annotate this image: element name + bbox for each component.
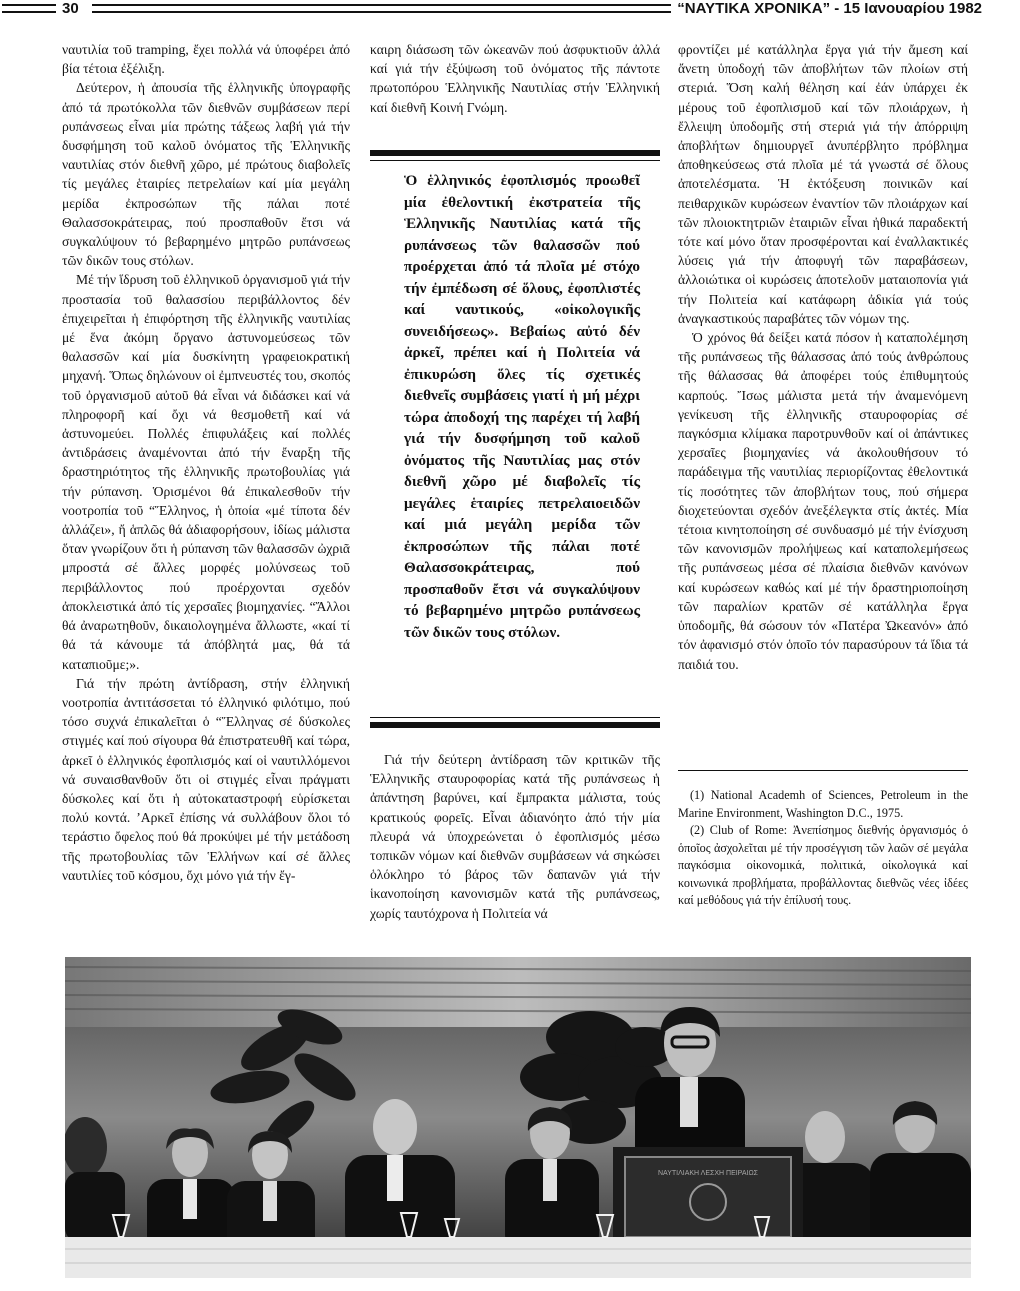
article-column-3 <box>678 40 968 674</box>
paragraph: Ὁ χρόνος θά δείξει κατά πόσον ἡ καταπολέμηση τῆς ρυπάνσεως τῆς θάλασσας ἀπό τούς ἀνθρώπους τῆς θάλασσας θά ἀποφέρει τούς ἐπιθυμητούς καρπούς. Ἴσως μάλιστα μετά τήν ἀναμενόμενη γενίκευση τῆς ἑλληνικῆς σταυροφορίας σέ παγκόσμια κλίμακα παροτρυνθοῦν καί οἱ ἀπάντικες χερσαῖες βιομηχανίες νά ἀκολουθήσουν τό παράδειγμα τῆς ναυτιλίας περιορίζοντας ἐθελοντικά τίς ποσότητες τῶν ἀποβλήτων τους, πού σήμερα διοχετεύονται σχεδόν ἀνεξέλεγκτα στίς ἀκτές. Μία τέτοια κινητοποίηση σέ συνδυασμό μέ τήν ἐνίσχυση τῶν κανονισμῶν προλήψεως καί καταπολεμήσεως τῆς ρυπάνσεως μέσα σέ πλαίσια διεθνῶν κανόνων καί κυρώσεων καθώς καί μέ τήν δραστηριοποίηση τῶν παραλίων κρατῶν σέ κατάλληλα ἔργα ὑποδομῆς, θά σώσουν τόν «Πατέρα Ὠκεανόν» ἀπό τόν ἀφανισμό στόν ὁποῖο τόν παρασύρουν τά ἴδια τά παιδιά του. <box>678 330 968 672</box>
paragraph: Γιά τήν δεύτερη ἀντίδραση τῶν κριτικῶν τῆς Ἑλληνικῆς σταυροφορίας κατά τῆς ρυπάνσεως ἡ ἀπάντηση βαρύνει, καί ἔμπρακτα μάλιστα, τούς κρατικούς φορεῖς. Εἶναι ἀδιανόητο ἀπό τήν μία πλευρά νά ὑποχρεώνεται ὁ ἐφοπλισμός μέσω τοπικῶν νόμων καί διεθνῶν συμβάσεων νά σηκώσει ὁλόκληρο τό βάρος τῶν δαπανῶν γιά τήν ἱκανοποίηση κανονισμῶν κατά τῆς ρυπάνσεως, χωρίς ταυτόχρονα ἡ Πολιτεία νά <box>370 752 660 921</box>
publication-masthead: “ΝΑΥΤΙΚΑ ΧΡΟΝΙΚΑ” - 15 Ιανουαρίου 1982 <box>671 0 982 18</box>
lectern <box>613 1147 803 1247</box>
footnotes <box>678 770 968 910</box>
header-rule-right <box>92 4 672 13</box>
article-column-2-top <box>370 40 660 117</box>
paragraph: καιρη διάσωση τῶν ὠκεανῶν πού ἀσφυκτιοῦν ἀλλά καί γιά τήν ἐξύψωση τοῦ ὀνόματος τῆς πάντοτε πρωτοπόρου Ἑλληνικῆς Ναυτιλίας στήν Ἑλληνική καί διεθνῆ Κοινή Γνώμη. <box>370 42 660 115</box>
paragraph: Μέ τήν ἵδρυση τοῦ ἑλληνικοῦ ὀργανισμοῦ γιά τήν προστασία τοῦ θαλασσίου περιβάλλοντος δέν ἐπιχειρεῖται ἡ ἐπιφόρτηση τῆς ἑλληνικῆς ναυτιλίας μέ ἕνα ἀκόμη ὄργανο ἀστυνομεύσεως τῶν θαλασσῶν καί μία δυσκίνητη γραφειοκρατική μηχανή. Ὅπως δηλώνουν οἱ ἐμπνευστές του, σκοπός τοῦ ὀργανισμοῦ αὐτοῦ θά εἶναι νά διδάσκει καί νά πληροφορῆ καί ὄχι νά θεσμοθετῆ καί νά ἀστυνομεύει. Πολλές ἐπιφυλάξεις καί πολλές ἀντιδράσεις ἀναμένονται ἀπό τήν ἔναρξη τῆς δραστηριότητος τῆς ἑλληνικῆς πρωτοβουλίας γιά τήν ρύπανση. Ὁρισμένοι θά ἐπικαλεσθοῦν τήν νοοτροπία τοῦ “Ἕλληνος, ἡ ὁποία «μέ τίποτα δέν ἀλλάζει», ἤ ἁπλῶς θά ἀδιαφορήσουν, ἰδίως μάλιστα ὅταν γνωρίζουν ὅτι ἡ ρύπανση τῶν θαλασσῶν ὠχριᾶ μπροστά σέ ἄλλες μορφές μολύνσεως τοῦ περιβάλλοντος πού προέρχονται σχεδόν ἀποκλειστικά ἀπό τίς χερσαῖες βιομηχανίες. “Ἄλλοι θά ἀναρωτηθοῦν, δικαιολογημένα ἄλλωστε, «καί τί θά τά κάνουμε τά ἀπόβλητά μας, θά τά καταπιοῦμε;». <box>62 272 350 672</box>
article-column-1 <box>62 40 350 885</box>
placard-text: ΝΑΥΤΙΛΙΑΚΗ ΛΕΣΧΗ ΠΕΙΡΑΙΩΣ <box>658 1170 758 1177</box>
photo-scene <box>65 957 971 1278</box>
pull-quote-box <box>370 150 660 728</box>
footnote: (1) National Academh of Sciences, Petroleum in the Marine Environment, Washington D.C., 1975. <box>678 788 968 820</box>
paragraph: ναυτιλία τοῦ tramping, ἔχει πολλά νά ὑποφέρει ἀπό βία τέτοια ἐξέλιξη. <box>62 42 350 77</box>
page-number: 30 <box>62 0 79 17</box>
header-rule-left <box>2 4 56 13</box>
footnote: (2) Club of Rome: Ἀνεπίσημος διεθνής ὀργανισμός ὁ ὁποῖος ἀσχολεῖται μέ τήν προσέγγιση τῶν λαῶν σέ μεγάλα παγκόσμια οἰκονομικά, πολιτικά, οἰκολογικά καί κοινωνικά προβλήματα, προβάλλοντας διεθνῶς νέες ἰδέες καί μεθόδους γιά τήν ἐπίλυσή τους. <box>678 823 968 907</box>
paragraph: Δεύτερον, ἡ ἀπουσία τῆς ἑλληνικῆς ὑπογραφῆς ἀπό τά πρωτόκολλα τῶν διεθνῶν συμβάσεων περί ρυπάνσεως εἶναι μία πρώτης τάξεως λαβή γιά τήν δυσφήμηση τοῦ καλοῦ ὀνόματος τῆς Ἑλληνικῆς ναυτιλίας στόν διεθνῆ χῶρο, μέ πρώτους διαβολεῖς τίς μεγάλες ἑταιρίες πετρελαίων καί μία μεγάλη μερίδα ἐκπροσώπων τῆς πάλαι ποτέ Θαλασσοκράτειρας, πού προσπαθοῦν ἔτσι νά συγκαλύψουν τό βεβαρημένο μητρῶο ρυπάνσεως τῶν δικῶν τους στόλων. <box>62 80 350 269</box>
pull-quote-text: Ὁ ἑλληνικός ἐφοπλισμός προωθεῖ μία ἐθελοντική ἐκστρατεία τῆς Ἑλληνικῆς Ναυτιλίας κατά τῆς ρυπάνσεως τῶν θαλασσῶν πού προέρχεται ἀπό τά πλοῖα μέ στόχο τήν ἐμπέδωση σέ ὅλους, ἐφοπλιστές καί ναυτικούς, «οἰκολογικῆς συνειδήσεως». Βεβαίως αὐτό δέν ἀρκεῖ, πρέπει καί ἡ Πολιτεία νά ἐπικυρώση ὅλες τίς σχετικές διεθνεῖς συμβάσεις γιατί ἡ μή μέχρι τώρα ἀποδοχή της παρέχει τή λαβή γιά τήν δυσφήμηση τοῦ καλοῦ ὀνόματος τῆς Ναυτιλίας μας στόν διεθνῆ χῶρο μέ διαβολεῖς τίς μεγάλες ἑταιρίες πετρελαιοειδῶν καί μιά μεγάλη μερίδα τῶν ἐκπροσώπων τῆς πάλαι ποτέ Θαλασσοκράτειρας, πού προσπαθοῦν ἔτσι νά συγκαλύψουν τό βεβαρημένο μητρῶο ρυπάνσεως τῶν δικῶν τους στόλων. <box>404 172 640 641</box>
paragraph: φροντίζει μέ κατάλληλα ἔργα γιά τήν ἄμεση καί ἄνετη ὑποδοχή τῶν ἀποβλήτων τῶν πλοίων στή στεριά. Ὅση καλή θέληση καί ἐάν ὑπάρχει ἐκ μέρους τοῦ ἐφοπλισμοῦ καί τῶν πλοιάρχων, ἡ ἔλλειψη ὑποδομῆς στή στεριά γιά τήν ἀπόρριψη ἀποβλήτων δημιουργεῖ ἀνυπέρβλητο πρόβλημα ἀποθηκεύσεως στά πλοῖα μέ τά γνωστά σέ ὅλους ἀποτελέσματα. Ἡ ἐκτόξευση ποινικῶν καί πειθαρχικῶν κυρώσεων ἐναντίον τῶν πλοιάρχων καί τῶν πλοιοκτητριῶν ἑταιριῶν εἶναι ἠθικά παραδεκτή τότε καί μόνο ὅταν προσφέρονται καί ἐναλλακτικές λύσεις γιά τήν ἀποφυγή τῶν παραβάσεων, ἀλλοιώτικα οἱ κυρώσεις ἀποτελοῦν ματαιοπονία γιά τήν Πολιτεία καί κατάφωρη ἀδικία γιά τούς ἀναγκαστικούς παραβάτες τῶν νόμων της. <box>678 42 968 326</box>
article-column-2-bottom <box>370 750 660 923</box>
page-header <box>0 0 1020 20</box>
event-photograph <box>65 957 971 1278</box>
paragraph: Γιά τήν πρώτη ἀντίδραση, στήν ἑλληνική νοοτροπία ἀντιτάσσεται τό ἑλληνικό φιλότιμο, πού τόσο συχνά ἐπικαλεῖται ὁ “Ἕλληνας σέ δύσκολες στιγμές καί πού σίγουρα θά ἐπιστρατευθῆ καί τώρα, ἀρκεῖ ὁ ἑλληνικός ἐφοπλισμός καί οἱ ναυτιλλόμενοι νά συναισθανθοῦν ὅτι οἱ στιγμές εἶναι πράγματι δύσκολες καί ὅτι ἡ αὐτοκαταστροφή εὑρίσκεται πολύ κοντά. ’Αρκεῖ ἐπίσης νά συλλάβουν ὅλοι τό τεράστιο ὄφελος πού θά προκύψει μέ τήν μετάδοση τῆς πρωτοβουλίας τῶν Ἑλλήνων καί σέ ἄλλες ναυτιλίες τοῦ κόσμου, ὄχι μόνο γιά τήν ἔγ- <box>62 675 350 883</box>
table-cloth <box>65 1237 971 1278</box>
